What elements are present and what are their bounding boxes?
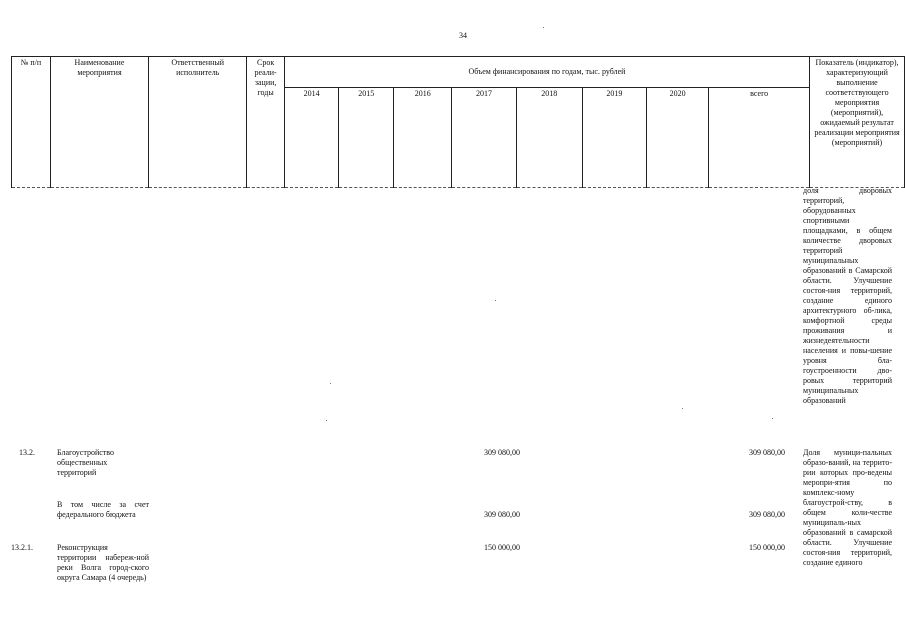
- row-federal-name: В том числе за счет федерального бюджета: [57, 500, 149, 519]
- scan-speck: [543, 27, 544, 28]
- row-13-2-name: Благоустройство общественных территорий: [57, 448, 115, 477]
- header-year-2015: 2015: [339, 87, 394, 187]
- scan-speck: [682, 408, 683, 409]
- header-year-2017: 2017: [452, 87, 516, 187]
- header-year-2014: 2014: [284, 87, 339, 187]
- row-13-2-1-total: 150 000,00: [749, 543, 785, 552]
- header-executor: Ответственный исполнитель: [149, 57, 247, 188]
- header-year-2018: 2018: [516, 87, 582, 187]
- page-number: 34: [459, 31, 467, 40]
- row-13-2-1-name: Реконструкция территории набереж-ной реки Волга город-ского округа Самара (4 очередь): [57, 543, 149, 582]
- scan-speck: [495, 300, 496, 301]
- row-13-2-num: 13.2.: [19, 448, 35, 457]
- header-name: Наименование мероприятия: [50, 57, 148, 188]
- header-year-2019: 2019: [582, 87, 646, 187]
- scan-speck: [326, 420, 327, 421]
- row-federal-2017: 309 080,00: [484, 510, 520, 519]
- header-funding: Объем финансирования по годам, тыс. рублей: [284, 57, 809, 88]
- row-13-2-total: 309 080,00: [749, 448, 785, 457]
- row-13-2-1-num: 13.2.1.: [11, 543, 33, 552]
- header-indicator: Показатель (индикатор), характеризующий выполнение соответствующего мероприятия (мероприятий), ожидаемый результат реализации мероприятия (мероприятий): [810, 57, 905, 188]
- indicator-continuation: доля дворовых территорий, оборудованных спортивными площадками, в общем количестве дворовых территорий муниципальных образований в Самарской области. Улучшение состоя-ния территорий, создание единого архитектурного об-лика, комфортной среды проживания и жизнедеятельности населения и повы-шение уровня бла-гоустроенности дво-ровых территорий муниципальных образований: [803, 186, 892, 405]
- header-table: [11, 56, 905, 188]
- header-num: № п/п: [12, 57, 51, 188]
- scan-speck: [772, 418, 773, 419]
- header-year-2016: 2016: [394, 87, 452, 187]
- row-indicator-text: Доля муници-пальных образо-ваний, на террито-рии которых про-ведены меропри-ятия по комплекс-ному благоустрой-ству, в общем коли-честве муниципаль-ных образований в самарской области. Улучшение состоя-ния территорий, создание единого: [803, 448, 892, 567]
- header-term: Срок реали-зации, годы: [247, 57, 285, 188]
- header-total: всего: [709, 87, 810, 187]
- row-13-2-1-2017: 150 000,00: [484, 543, 520, 552]
- row-federal-total: 309 080,00: [749, 510, 785, 519]
- header-year-2020: 2020: [646, 87, 708, 187]
- row-13-2-2017: 309 080,00: [484, 448, 520, 457]
- scan-speck: [330, 383, 331, 384]
